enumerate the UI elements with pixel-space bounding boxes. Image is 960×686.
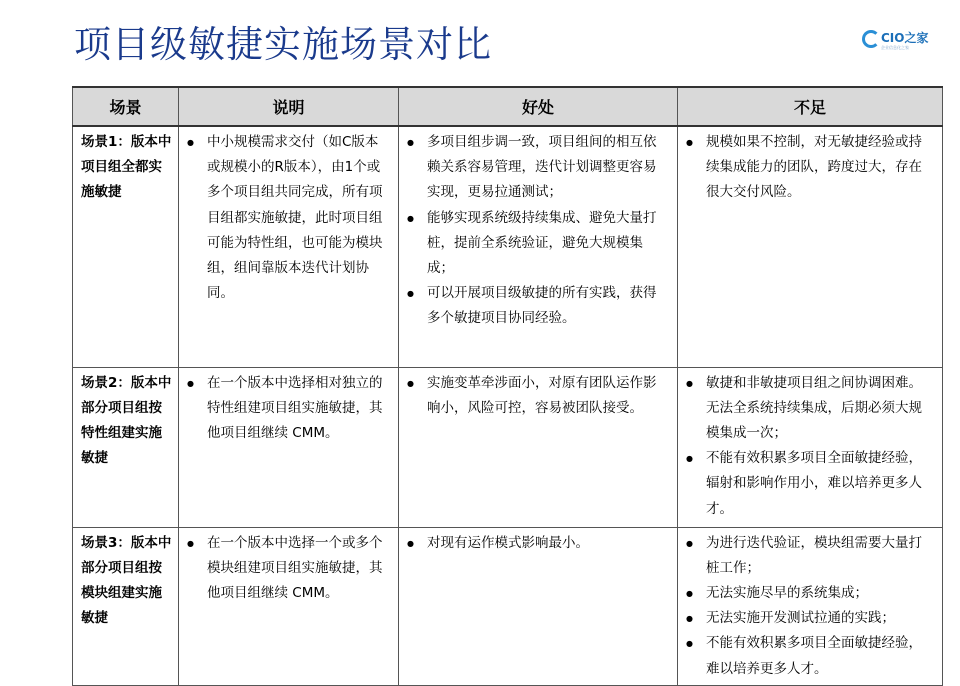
- scene-cell: 场景1：版本中项目组全都实施敏捷: [73, 126, 179, 367]
- list-item: ● 实施变革牵涉面小，对原有团队运作影响小，风险可控，容易被团队接受。: [427, 371, 669, 421]
- list-item: ● 可以开展项目级敏捷的所有实践，获得多个敏捷项目协同经验。: [427, 281, 669, 331]
- logo-ring-icon: [862, 30, 880, 48]
- list-item: ● 无法实施尽早的系统集成；: [706, 581, 934, 606]
- table-row: [73, 527, 943, 685]
- header-drawbacks: 不足: [678, 87, 943, 126]
- logo-subtext: 企业信息化之家: [881, 45, 909, 50]
- header-benefits: 好处: [399, 87, 678, 126]
- scene-cell: 场景2：版本中部分项目组按特性组建实施敏捷: [73, 367, 179, 527]
- list-item: ● 在一个版本中选择相对独立的特性组建项目组实施敏捷，其他项目组继续 CMM。: [207, 371, 390, 447]
- header-description: 说明: [179, 87, 399, 126]
- comparison-table: [72, 86, 943, 686]
- table-row: [73, 367, 943, 527]
- scene-cell: 场景3：版本中部分项目组按模块组建实施敏捷: [73, 527, 179, 685]
- list-item: ● 不能有效积累多项目全面敏捷经验，辐射和影响作用小，难以培养更多人才。: [706, 446, 934, 522]
- drawbacks-cell: [678, 126, 943, 367]
- list-item: ● 在一个版本中选择一个或多个模块组建项目组实施敏捷，其他项目组继续 CMM。: [207, 531, 390, 607]
- description-cell: [179, 527, 399, 685]
- list-item: ● 多项目组步调一致，项目组间的相互依赖关系容易管理，迭代计划调整更容易实现，更易拉通测试；: [427, 130, 669, 206]
- list-item: ● 规模如果不控制，对无敏捷经验或持续集成能力的团队，跨度过大，存在很大交付风险。: [706, 130, 934, 206]
- list-item: ● 为进行迭代验证，模块组需要大量打桩工作；: [706, 531, 934, 581]
- drawbacks-cell: [678, 367, 943, 527]
- logo-text: CIO之家: [881, 31, 929, 45]
- description-cell: [179, 126, 399, 367]
- list-item: ● 中小规模需求交付（如C版本或规模小的R版本），由1个或多个项目组共同完成，所有项目组都实施敏捷，此时项目组可能为特性组，也可能为模块组，组间靠版本迭代计划协同。: [207, 130, 390, 306]
- cio-logo: [862, 28, 934, 54]
- list-item: ● 敏捷和非敏捷项目组之间协调困难。无法全系统持续集成，后期必须大规模集成一次；: [706, 371, 934, 447]
- list-item: ● 不能有效积累多项目全面敏捷经验，难以培养更多人才。: [706, 631, 934, 681]
- table-header-row: [73, 87, 943, 126]
- header-scene: 场景: [73, 87, 179, 126]
- description-cell: [179, 367, 399, 527]
- list-item: ● 无法实施开发测试拉通的实践；: [706, 606, 934, 631]
- benefits-cell: [399, 367, 678, 527]
- list-item: ● 对现有运作模式影响最小。: [427, 531, 669, 556]
- benefits-cell: [399, 126, 678, 367]
- list-item: ● 能够实现系统级持续集成、避免大量打桩，提前全系统验证，避免大规模集成；: [427, 206, 669, 282]
- page-title: 项目级敏捷实施场景对比: [74, 23, 492, 66]
- drawbacks-cell: [678, 527, 943, 685]
- table-row: [73, 126, 943, 367]
- benefits-cell: [399, 527, 678, 685]
